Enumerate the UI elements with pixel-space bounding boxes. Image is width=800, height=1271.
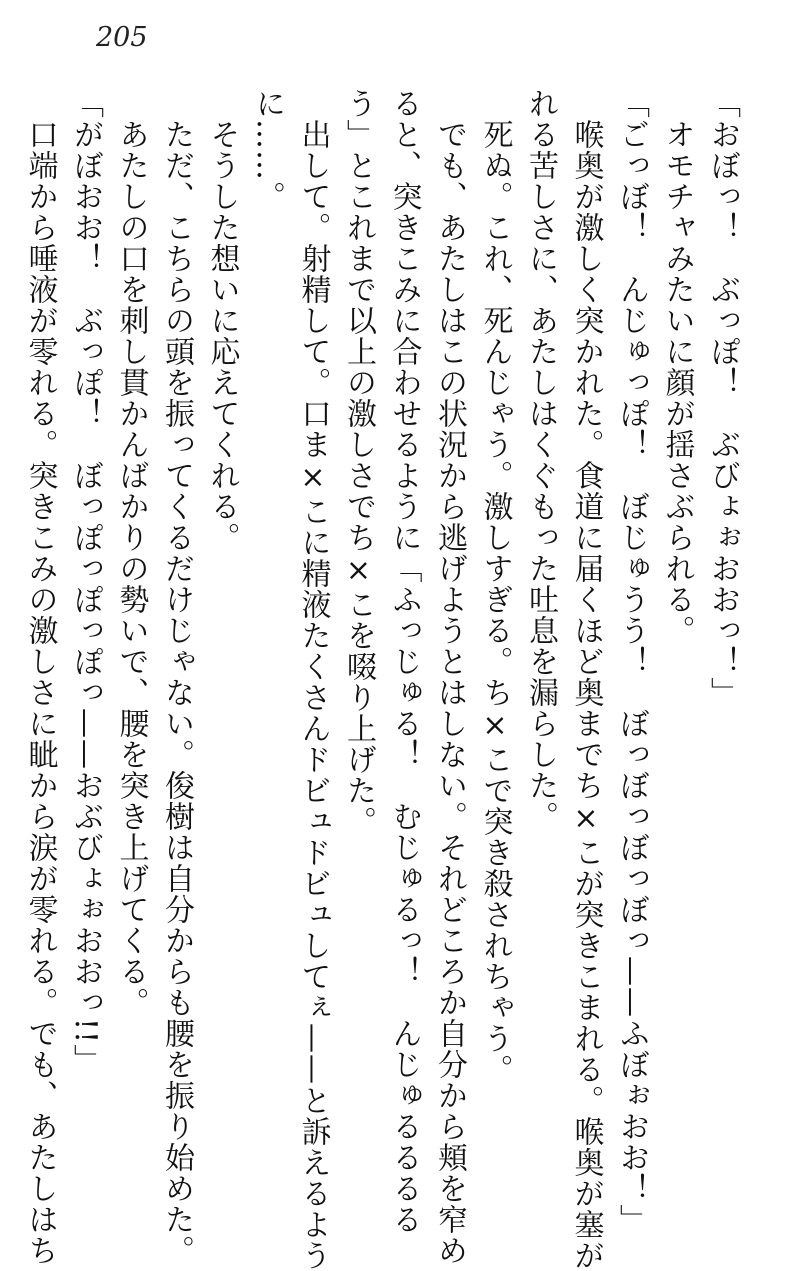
text-line: れる苦しさに、あたしはくぐもった吐息を漏らした。	[523, 88, 558, 832]
text-line: オモチャみたいに顔が揺さぶられる。	[659, 88, 695, 646]
text-line: に……。	[250, 88, 285, 212]
text-line: あたしの口を刺し貫かんばかりの勢いで、腰を突き上げてくる。	[113, 88, 149, 1018]
text-line: ただ、こちらの頭を振ってくるだけじゃない。俊樹は自分からも腰を振り始めた。	[159, 88, 194, 1266]
text-line: そうした想いに応えてくれる。	[204, 88, 240, 553]
text-line: う」とこれまで以上の激しさでち×こを啜り上げた。	[341, 88, 376, 837]
text-line: 死ぬ。これ、死んじゃう。激しすぎる。ち×こで突き殺されちゃう。	[477, 88, 513, 1085]
text-line: でも、あたしはこの状況から逃げようとはしない。それどころか自分から頬を窄め	[432, 88, 467, 1266]
text-line: 「がぼおお！ ぶっぽ！ ぼっぽっぽっぽっ——おぶびょぉおおっ!!」	[68, 88, 103, 1076]
page-number: 205	[96, 22, 148, 53]
text-line: 「おぼっ！ ぶっぽ！ ぶびょぉおおっ！」	[705, 88, 740, 708]
text-line: 口端から唾液が零れる。突きこみの激しさに眦から涙が零れる。でも、あたしはち	[22, 88, 58, 1266]
text-line: 出して。射精して。口ま×こに精液たくさんドビュドビュしてぇ——と訴えるよう	[295, 88, 331, 1271]
text-line: 「ごっぼ！ んじゅっぽ！ ぼじゅうう！ ぼっぼっぼっぼっ——ふぼぉおお！」	[614, 88, 649, 1235]
text-line: 喉奥が激しく突かれた。食道に届くほど奥までち×こが突きこまれる。喉奥が塞が	[568, 88, 604, 1271]
vertical-text-body	[17, 88, 745, 1271]
text-line: ると、突きこみに合わせるように「ふっじゅる！ むじゅるっ！ んじゅるるるる	[386, 88, 422, 1235]
